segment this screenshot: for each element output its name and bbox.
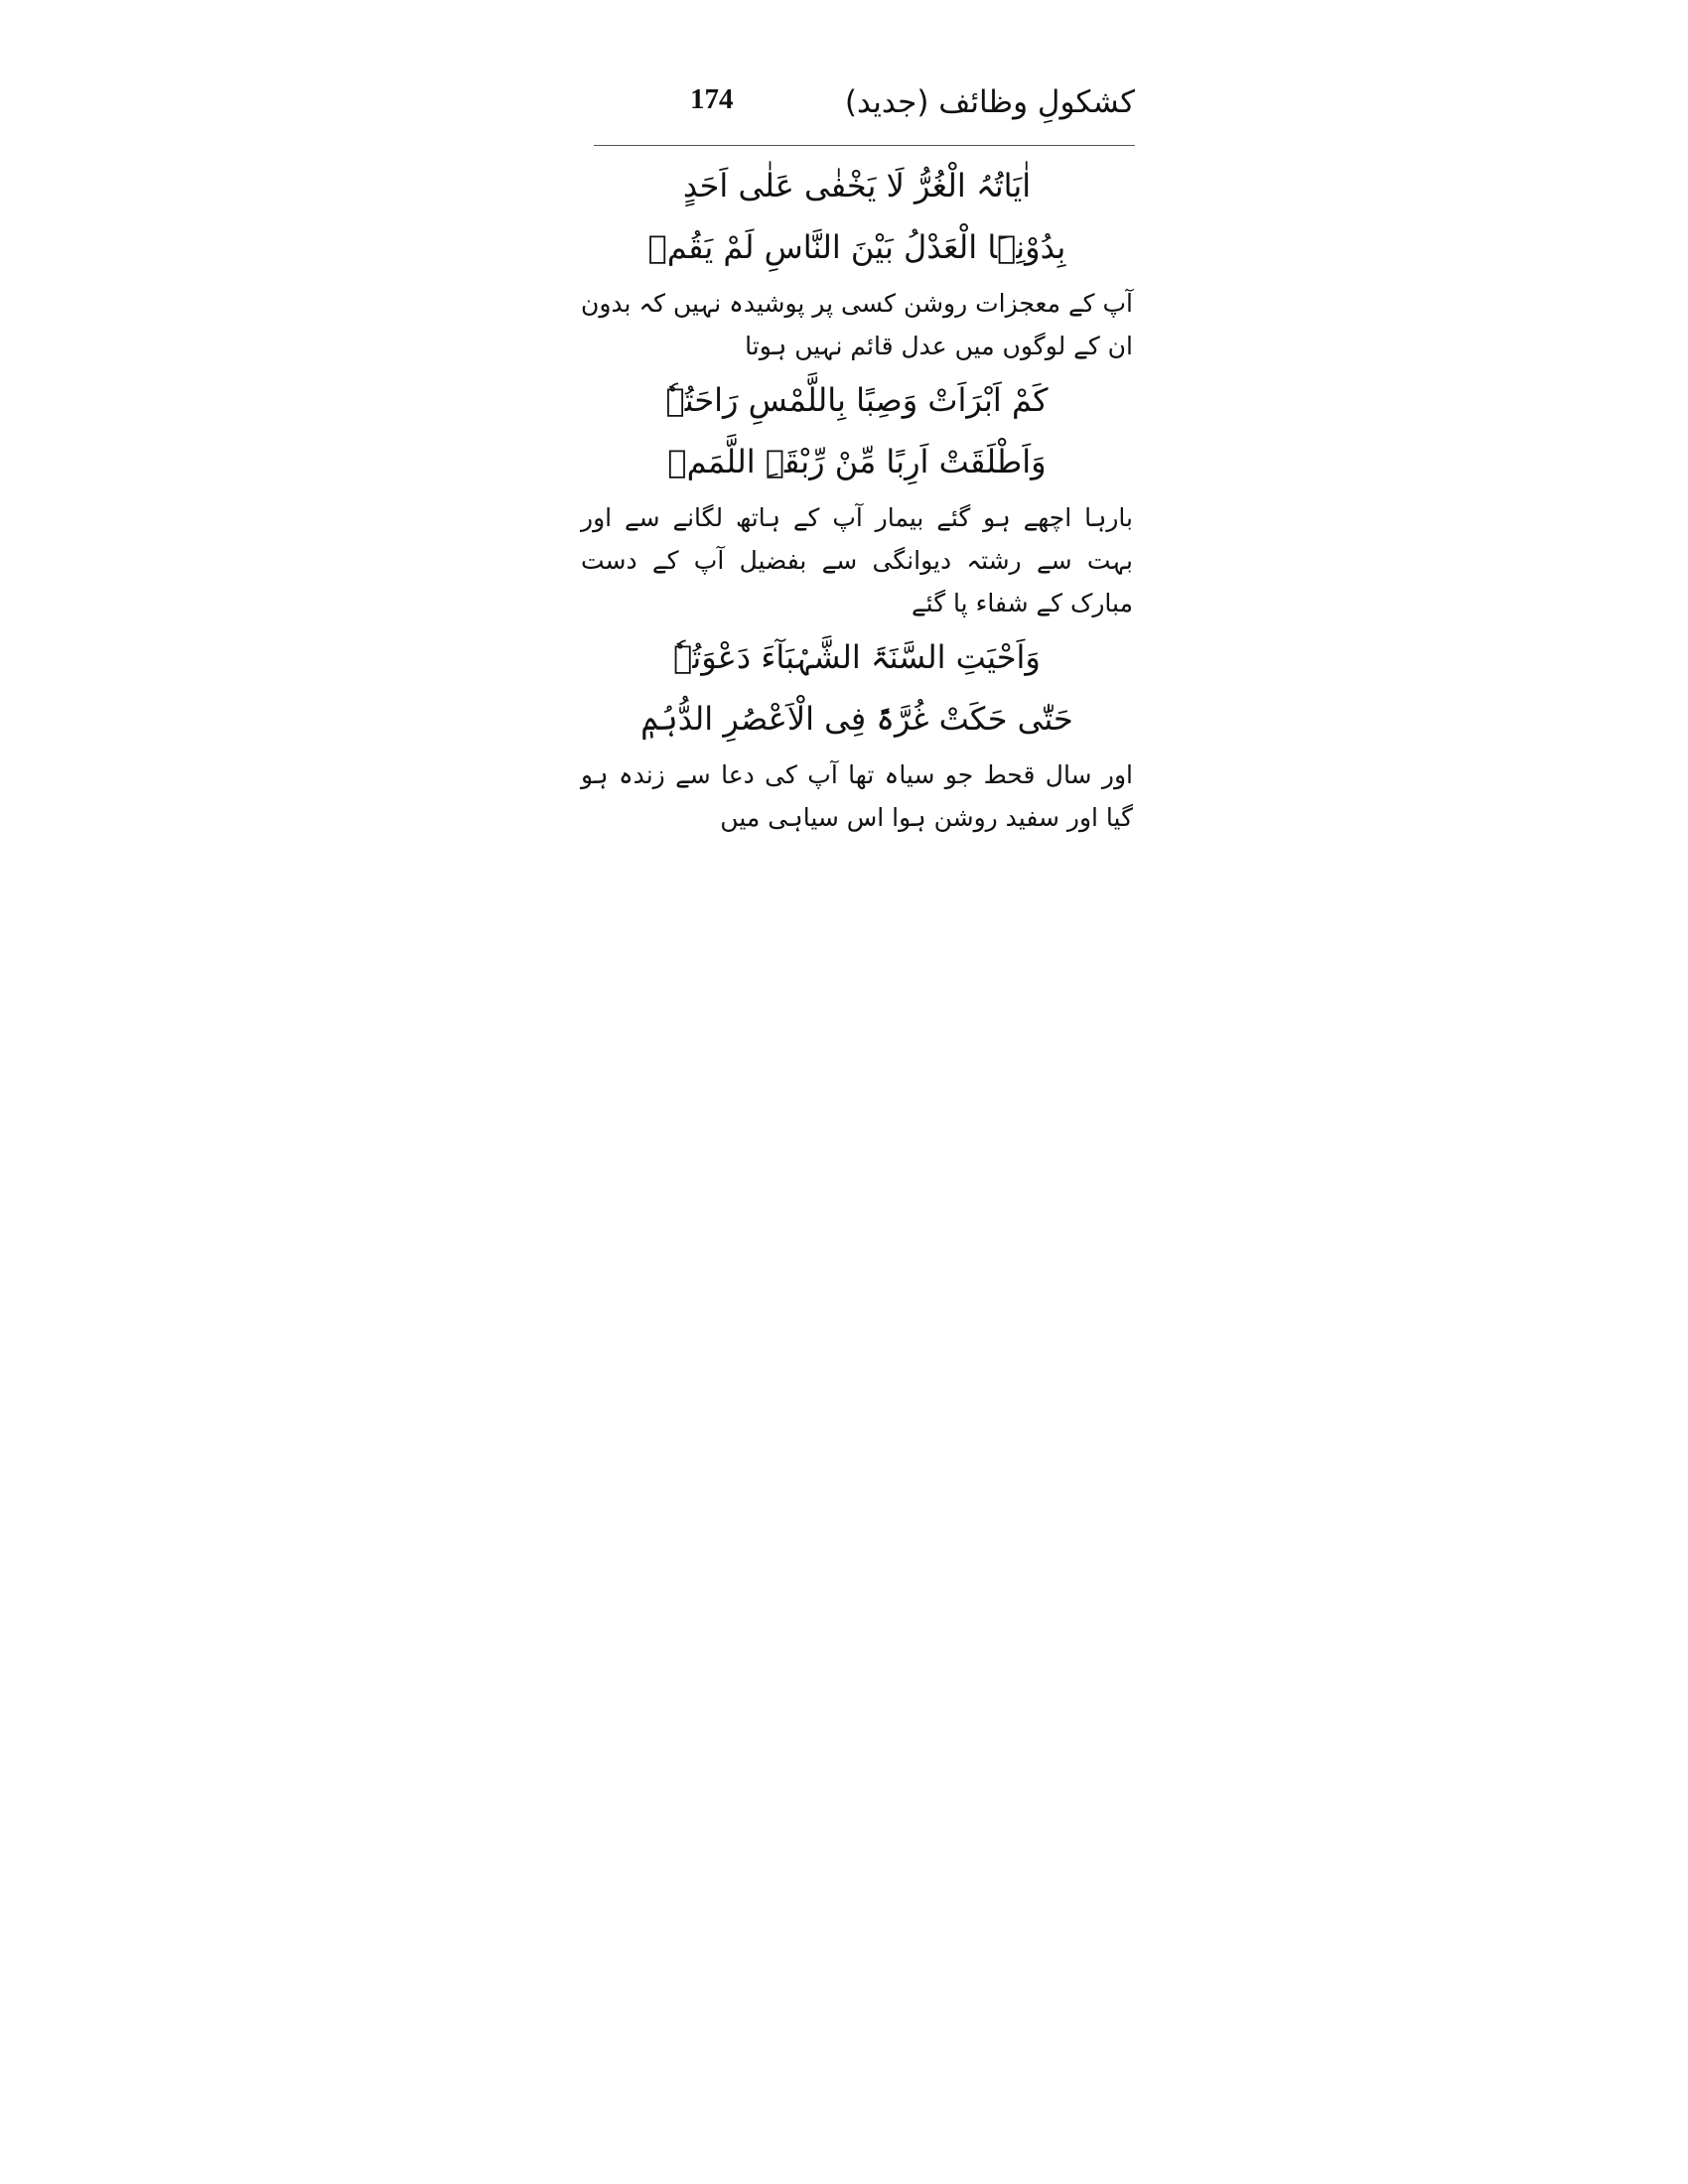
- verse-section-1: [579, 159, 1135, 367]
- arabic-verse-3: کَمْ اَبْرَاَتْ وَصِبًا بِاللَّمْسِ رَاحَتُہٗ: [665, 381, 1049, 419]
- verse-section-3: [579, 630, 1135, 839]
- page-content: [579, 159, 1135, 845]
- header-divider: [594, 145, 1135, 146]
- book-title: کشکولِ وظائف (جدید): [844, 84, 1135, 120]
- verse-section-2: [579, 373, 1135, 624]
- urdu-translation-1: آپ کے معجزات روشن کسی پر پوشیدہ نہیں کہ بدون ان کے لوگوں میں عدل قائم نہیں ہوتا: [581, 289, 1133, 360]
- arabic-verse-2: بِدُوْنِہَا الْعَدْلُ بَیْنَ النَّاسِ لَمْ یَقُمٖ: [647, 228, 1066, 266]
- page-column: [579, 77, 1135, 1001]
- arabic-verse-5: وَاَحْیَتِ السَّنَۃَ الشَّہْبَآءَ دَعْوَتُہٗ: [673, 638, 1041, 676]
- arabic-verse-6: حَتّٰی حَکَتْ غُرَّۃً فِی الْاَعْصُرِ الدُّہُمٖ: [640, 700, 1073, 738]
- urdu-translation-3: اور سال قحط جو سیاہ تھا آپ کی دعا سے زندہ ہو گیا اور سفید روشن ہوا اس سیاہی میں: [581, 760, 1133, 832]
- arabic-verse-1: اٰیَاتُہُ الْغُرُّ لَا یَخْفٰی عَلٰی اَحَدٍ: [682, 167, 1032, 205]
- page-header: [579, 77, 1135, 147]
- page-number: 174: [690, 83, 734, 115]
- arabic-verse-4: وَاَطْلَقَتْ اَرِبًا مِّنْ رِّبْقَۃِ اللَّمَمٖ: [667, 443, 1047, 480]
- urdu-translation-2: بارہا اچھے ہو گئے بیمار آپ کے ہاتھ لگانے سے اور بہت سے رشتہ دیوانگی سے بفضیل آپ کے دست مبارک کے شفاء پا گئے: [581, 503, 1133, 617]
